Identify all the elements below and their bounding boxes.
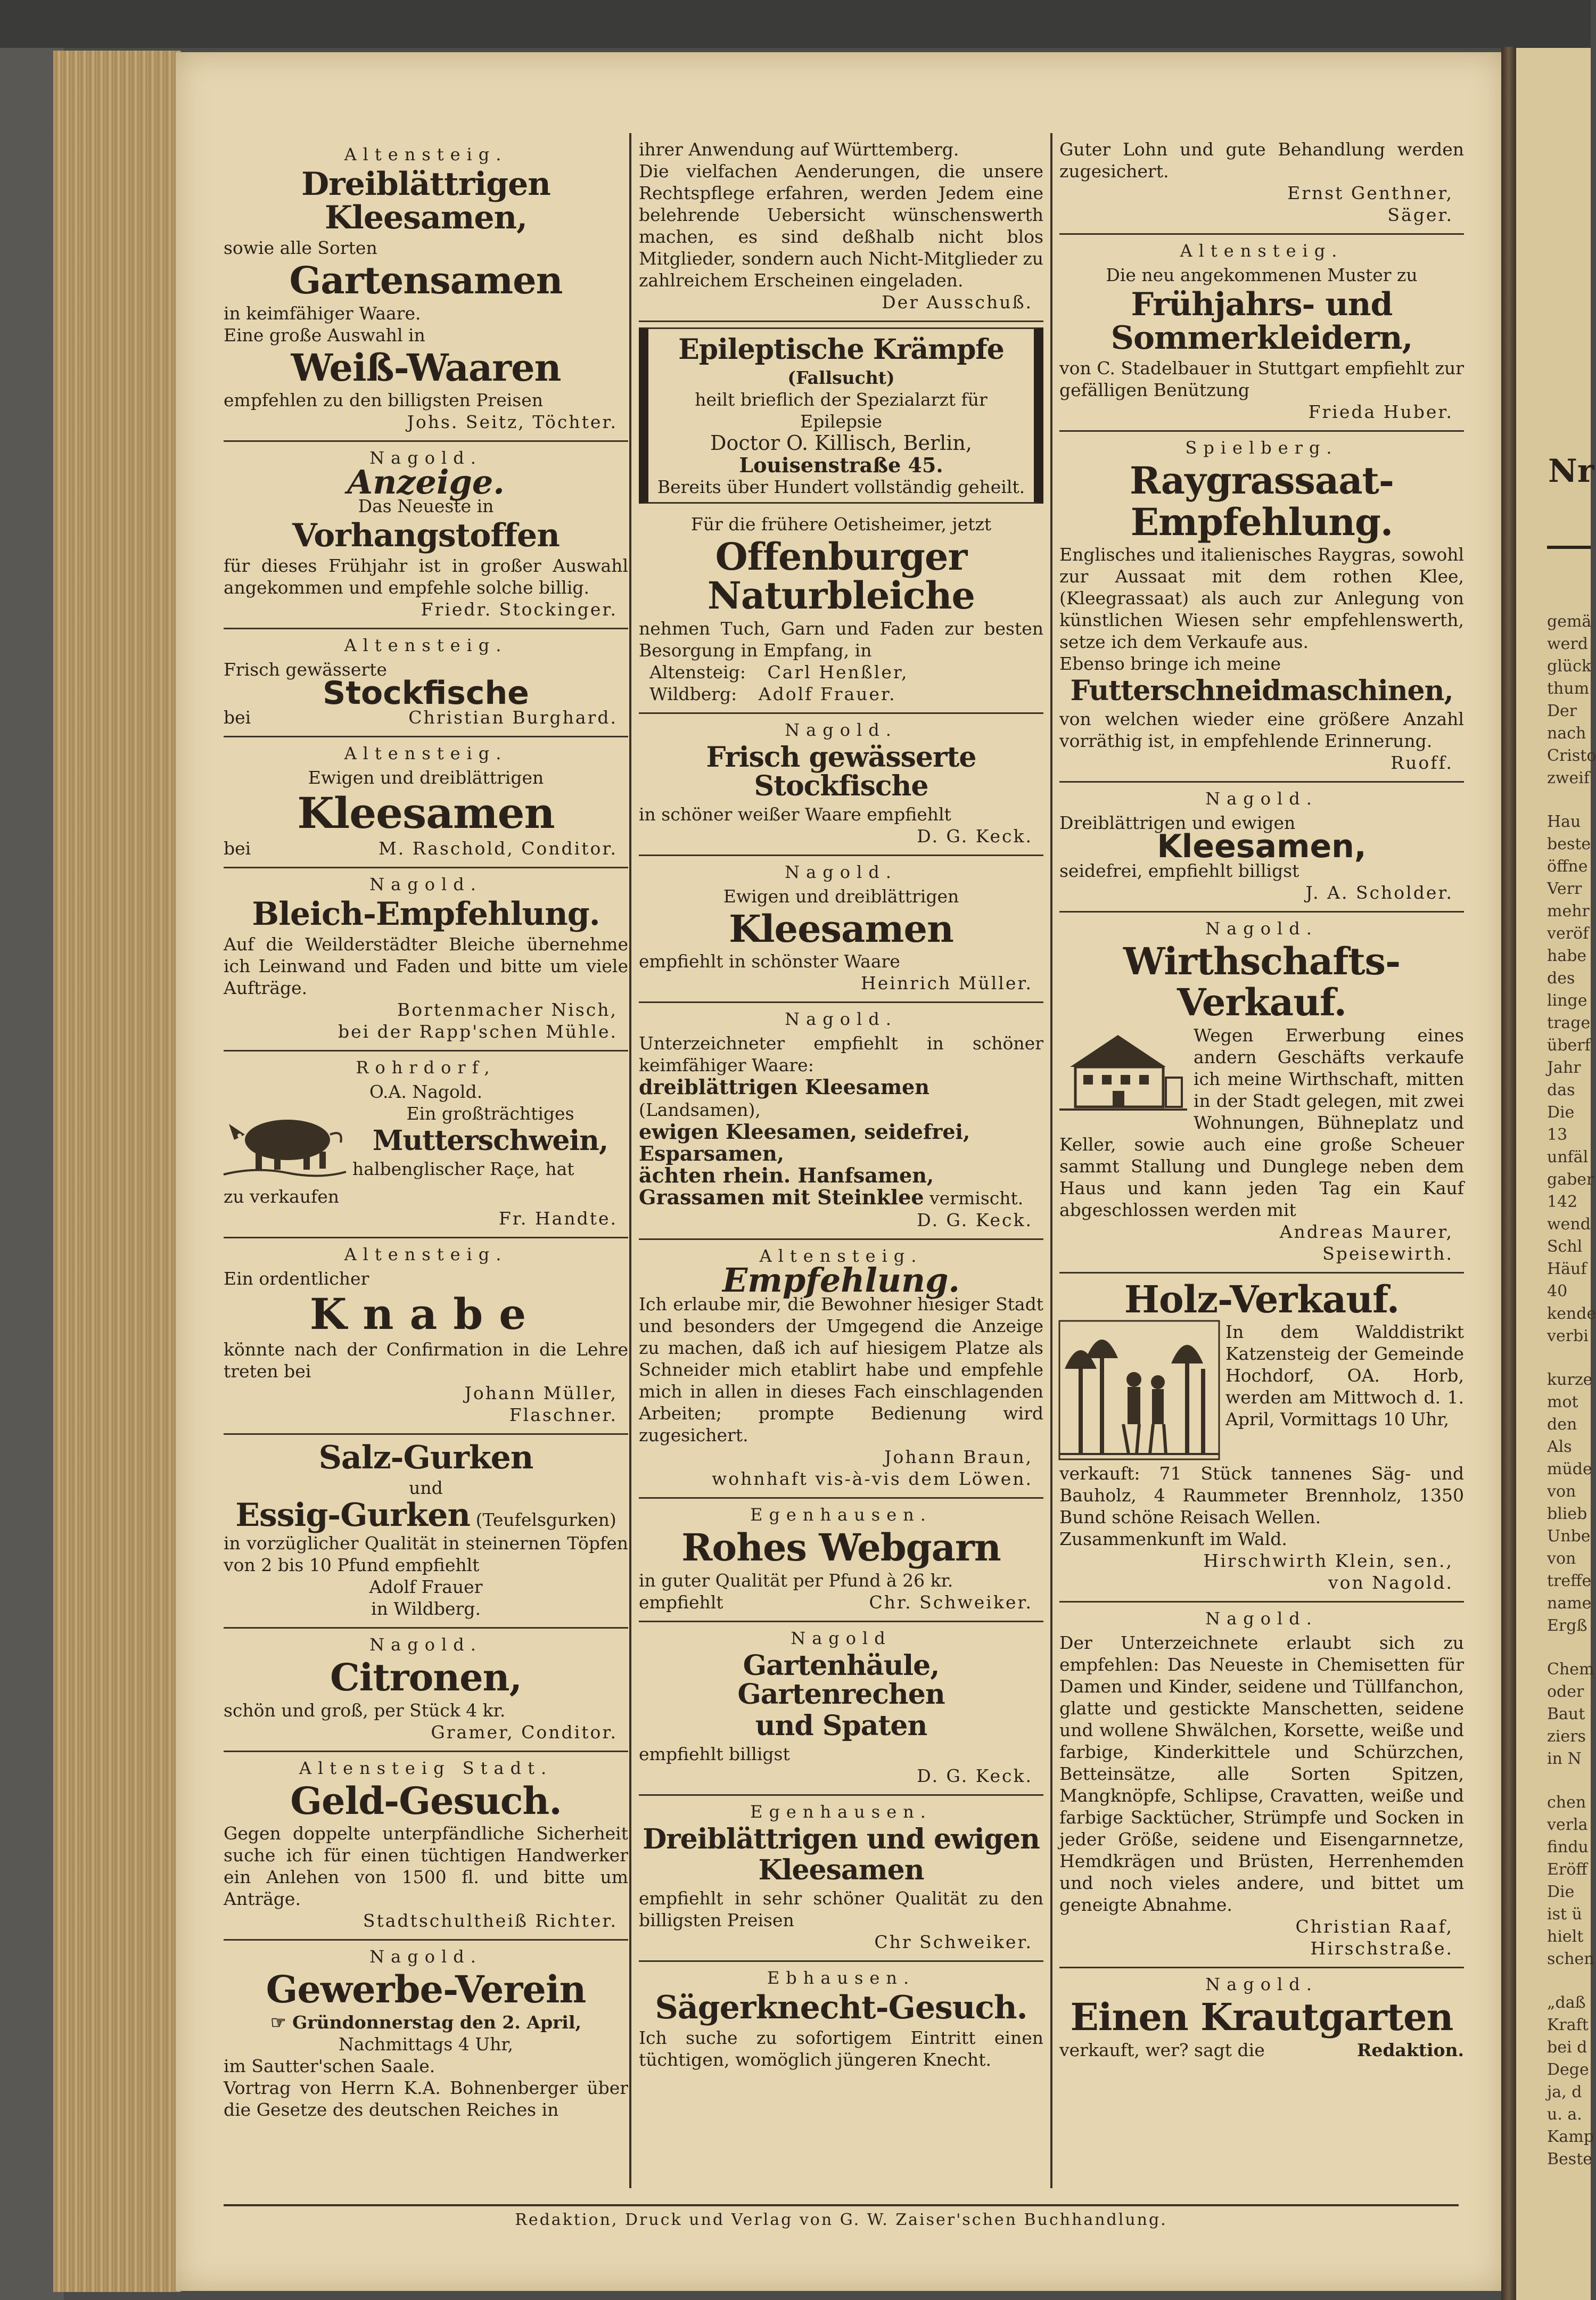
ad-location: Altensteig. xyxy=(344,1244,508,1264)
adjacent-page-line: treffe xyxy=(1547,1572,1592,1590)
ad-headline: Geld-Gesuch. xyxy=(290,1778,562,1823)
adjacent-page-line: öffne xyxy=(1547,857,1588,876)
ad-saegerknecht xyxy=(639,1962,1043,2071)
ad-text: könnte nach der Confirmation in die Lehre treten bei xyxy=(224,1339,628,1382)
adjacent-page-line: gaber xyxy=(1547,1170,1594,1189)
column-rule-1 xyxy=(629,133,631,2188)
ad-gewerbe-verein xyxy=(224,1941,628,2121)
adjacent-page-line: linge xyxy=(1547,991,1587,1010)
ad-location: Nagold. xyxy=(1205,1974,1318,1995)
adjacent-page-line: Ergß xyxy=(1547,1616,1587,1635)
adjacent-page-line: Verr xyxy=(1547,880,1582,898)
ad-headline: Salz-Gurken xyxy=(318,1439,533,1476)
ad-text: (Teufelsgurken) xyxy=(475,1509,616,1530)
ad-headline: Essig-Gurken xyxy=(235,1497,471,1534)
adjacent-page-line: Baut xyxy=(1547,1705,1585,1723)
ad-text: Für die frühere Oetisheimer, jetzt xyxy=(690,513,992,535)
adjacent-page-line: blieb xyxy=(1547,1505,1587,1523)
ad-huber xyxy=(1059,235,1464,432)
ad-text: in vorzüglicher Qualität in steinernen Töpfen von 2 bis 10 Pfund empfiehlt xyxy=(224,1533,628,1575)
ad-location: Nagold xyxy=(791,1628,892,1648)
ad-text: Gründonnerstag den 2. April, xyxy=(292,2011,581,2033)
ad-headline: Knabe xyxy=(309,1289,542,1339)
ad-location: Nagold. xyxy=(785,1009,898,1030)
ad-location: Altensteig. xyxy=(344,144,508,165)
ad-location: Egenhausen. xyxy=(750,1801,932,1822)
book-gutter xyxy=(1501,47,1516,2300)
ad-text: ihrer Anwendung auf Württemberg. xyxy=(639,139,959,160)
adjacent-page-line: Kamp xyxy=(1547,2128,1594,2146)
ad-genthner xyxy=(1059,138,1464,235)
ad-heinrich-mueller xyxy=(639,856,1043,1004)
ad-text: empfiehlt xyxy=(639,1591,723,1613)
ad-text: In dem Walddistrikt Katzensteig der Gemeinde Hochdorf, OA. Horb, werden am Mittwoch d. 1. April, Vormittags 10 Uhr, xyxy=(1225,1321,1464,1430)
ad-headline: Frisch gewässerte Stockfische xyxy=(706,741,976,803)
column-rule-2 xyxy=(1050,133,1052,2188)
ad-headline: Empfehlung. xyxy=(722,1261,960,1300)
ad-text: Ewigen und dreiblättrigen xyxy=(308,767,544,788)
adjacent-page-line: thum xyxy=(1547,679,1590,698)
ad-text: Der Unterzeichnete erlaubt sich zu empfehlen: Das Neueste in Chemisetten für Damen und Kinder, seidene und Tüllfanchon, glatte und gestickte Manschetten, seidene und wollene Shwälchen, Korsette, weiße und farbige, Kinderkittele und Schürzchen, Betteinsätze, alle Sorten Spitzen, Mangknöpfe, Schlipse, Cravatten, weiße und farbige Sacktücher, Strümpfe und Socken in jeder Größe, seidene und Eisengarnnetze, Hemdkrägen und Brüsten, Herrenhemden und noch vieles andere, und bittet um geneigte Abnahme. xyxy=(1059,1632,1464,1916)
ad-text: Vortrag von Herrn K.A. Bohnenberger über die Gesetze des deutschen Reiches in xyxy=(224,2077,628,2120)
ad-killisch xyxy=(639,327,1043,504)
ad-signature: Frieda Huber. xyxy=(1308,401,1453,422)
ad-headline: Wirthschafts- xyxy=(1123,939,1401,983)
ad-text: Ewigen und dreiblättrigen xyxy=(723,885,959,907)
ad-headline: Weiß-Waaren xyxy=(291,345,561,390)
ad-headline: Kleesamen, xyxy=(1157,827,1367,865)
ad-seitz xyxy=(224,138,628,442)
ad-mueller xyxy=(224,1238,628,1435)
adjacent-page-line: nach xyxy=(1547,724,1586,743)
adjacent-page-line: beste xyxy=(1547,835,1591,853)
ad-signature: Bortenmacher Nisch, xyxy=(397,999,618,1020)
ad-text: vermischt. xyxy=(929,1188,1024,1209)
ad-nisch xyxy=(224,868,628,1052)
ad-signature: Redaktion. xyxy=(1356,2039,1464,2060)
ad-text: Die neu angekommenen Muster zu xyxy=(1106,265,1418,285)
ad-headline: Dreiblättrigen Kleesamen, xyxy=(301,166,550,236)
ad-text: seidefrei, empfiehlt billigst xyxy=(1059,860,1299,881)
ad-address-row xyxy=(639,683,1043,705)
ad-signature: Gramer, Conditor. xyxy=(431,1721,618,1743)
ad-signature: Adolf Frauer xyxy=(369,1576,483,1597)
ad-text: Wegen Erwerbung eines andern Geschäfts verkaufe ich meine Wirthschaft, mitten in der Stadt gelegen, mit zwei Wohnungen, Bühneplatz und Keller, sowie auch eine große Scheuer sammt Stallung und Dunglege neben dem Haus und kann jeden Tag ein Kauf abgeschlossen werden mit xyxy=(1059,1024,1464,1220)
ad-text: Unterzeichneter empfiehlt in schöner keimfähiger Waare: xyxy=(639,1033,1043,1076)
ad-headline: und Spaten xyxy=(755,1709,927,1742)
ad-naturbleiche xyxy=(639,509,1043,714)
ad-signature-row xyxy=(1059,2039,1464,2061)
adjacent-page-line: Dege xyxy=(1547,2060,1589,2079)
ad-location: Nagold. xyxy=(785,719,898,740)
adjacent-page-line: Der xyxy=(1547,702,1577,720)
ad-text: Zusammenkunft im Wald. xyxy=(1059,1529,1287,1550)
adjacent-page-line: bei d xyxy=(1547,2038,1587,2057)
ad-signature: D. G. Keck. xyxy=(917,825,1033,847)
ad-text: Ebenso bringe ich meine xyxy=(1059,653,1281,674)
ad-headline: Kleesamen xyxy=(729,906,953,951)
ad-list-item: dreiblättrigen Kleesamen xyxy=(639,1075,929,1099)
adjacent-page-line: ziers xyxy=(1547,1727,1586,1746)
ad-location-2: O.A. Nagold. xyxy=(369,1081,483,1102)
ad-signature: von Nagold. xyxy=(1328,1572,1453,1593)
ad-address-row xyxy=(639,661,1043,683)
ad-maurer xyxy=(1059,913,1464,1274)
ad-signature: Christian Raaf, xyxy=(1295,1916,1453,1937)
ad-text: (Fallsucht) xyxy=(787,367,895,388)
ad-location: Ebhausen. xyxy=(767,1967,916,1988)
ad-text: Guter Lohn und gute Behandlung werden zugesichert. xyxy=(1059,139,1464,182)
pig-illustration xyxy=(224,1103,346,1182)
ad-signature: Christian Burghard. xyxy=(408,707,618,728)
column-3 xyxy=(1059,138,1464,2061)
ad-signature-row xyxy=(639,1591,1043,1613)
ad-location: Rohrdorf, xyxy=(356,1057,496,1078)
ad-text: Das Neueste in xyxy=(358,496,494,516)
ad-signature: Chr Schweiker. xyxy=(874,1931,1033,1952)
adjacent-page-line: Die xyxy=(1547,1103,1575,1122)
adjacent-page-line: kurze xyxy=(1547,1370,1593,1389)
ad-headline: Raygrassaat- xyxy=(1130,458,1394,503)
ad-list-item: Grassamen mit Steinklee xyxy=(639,1185,924,1210)
adjacent-page-line: zweif xyxy=(1547,769,1590,787)
ad-signature: Carl Henßler, xyxy=(767,661,909,683)
adjacent-page-line: Die xyxy=(1547,1883,1575,1901)
adjacent-page-line: name xyxy=(1547,1594,1592,1613)
house-illustration xyxy=(1059,1024,1187,1115)
adjacent-page-line: wend xyxy=(1547,1215,1591,1234)
adjacent-page-line: verla xyxy=(1547,1816,1588,1834)
ad-headline: Holz-Verkauf. xyxy=(1124,1277,1400,1321)
adjacent-page-line: habe xyxy=(1547,947,1587,965)
ad-list-row xyxy=(639,1076,1043,1121)
adjacent-page-line: „daß xyxy=(1547,1993,1586,2012)
adjacent-page-line: veröf xyxy=(1547,924,1589,943)
ad-signature: Der Ausschuß. xyxy=(882,292,1033,313)
ad-keck-stockfische xyxy=(639,714,1043,856)
ad-signature: Stadtschultheiß Richter. xyxy=(363,1910,618,1931)
ad-headline: Frühjahrs- und Sommerkleidern, xyxy=(1110,286,1413,357)
column-1 xyxy=(224,138,628,2121)
ad-headline: Offenburger Naturbleiche xyxy=(707,534,975,618)
adjacent-page-line: Unbe xyxy=(1547,1527,1591,1546)
ad-list-item: ewigen Kleesamen, seidefrei, xyxy=(639,1120,970,1144)
adjacent-page-line: mehr xyxy=(1547,902,1590,921)
adjacent-page-line: Häuf xyxy=(1547,1260,1587,1278)
pointing-hand-icon: ☞ xyxy=(270,2011,286,2033)
adjacent-page-line: werd xyxy=(1547,635,1588,653)
ad-signature: Heinrich Müller. xyxy=(861,973,1033,994)
ad-headline: Mutterschwein, xyxy=(372,1124,608,1157)
ad-text: für dieses Frühjahr ist in großer Auswahl angekommen und empfehle solche billig. xyxy=(224,555,628,598)
ad-location: Altensteig Stadt. xyxy=(299,1757,553,1778)
ad-location: Nagold. xyxy=(369,1946,482,1967)
ad-signature: Friedr. Stockinger. xyxy=(421,599,618,620)
ad-headline: Futterschneidmaschinen, xyxy=(1070,675,1453,707)
ad-text: von welchen wieder eine größere Anzahl vorräthig ist, in empfehlende Erinnerung. xyxy=(1059,708,1464,751)
ad-location: Egenhausen. xyxy=(750,1505,932,1525)
ad-location: Nagold. xyxy=(1205,1608,1318,1629)
ad-signature: Johs. Seitz, Töchter. xyxy=(407,412,618,432)
adjacent-page-line: das xyxy=(1547,1081,1575,1099)
ad-signature: Adolf Frauer. xyxy=(758,683,896,704)
ad-richter xyxy=(224,1752,628,1941)
adjacent-page-line: ist ü xyxy=(1547,1905,1582,1924)
ad-signature: Johann Braun, xyxy=(884,1447,1033,1468)
ad-signature-row xyxy=(224,707,628,728)
ad-text: sowie alle Sorten xyxy=(224,237,377,258)
ad-text: Ein großträchtiges xyxy=(406,1103,574,1124)
ad-headline: Rohes Webgarn xyxy=(681,1525,1001,1570)
ad-location: Spielberg. xyxy=(1185,438,1338,458)
adjacent-page-line: von xyxy=(1547,1482,1576,1501)
ad-signature: Ernst Genthner, xyxy=(1287,183,1453,203)
ad-list-item: ächten rhein. Hanfsamen, xyxy=(639,1163,934,1188)
ad-signature: Flaschner. xyxy=(509,1404,618,1425)
ad-text: bei xyxy=(224,838,251,859)
adjacent-page-line: 40 xyxy=(1547,1282,1568,1301)
ad-text: verkauft: 71 Stück tannenes Säg- und Bauholz, 4 Raummeter Brennholz, 1350 Bund schöne Reisach Wellen. xyxy=(1059,1463,1464,1528)
ad-text: Ein ordentlicher xyxy=(224,1268,369,1289)
ad-signature: wohnhaft vis-à-vis dem Löwen. xyxy=(712,1468,1033,1490)
ad-text: empfiehlt billigst xyxy=(639,1743,790,1764)
adjacent-page-line: überf xyxy=(1547,1036,1591,1055)
adjacent-page-heading: Nr xyxy=(1548,453,1594,490)
ad-ruoff xyxy=(1059,432,1464,783)
ad-text: empfiehlt in schönster Waare xyxy=(639,951,900,972)
ad-signature: Ruoff. xyxy=(1391,752,1453,773)
ad-headline: Vorhangstoffen xyxy=(292,517,560,554)
ad-text: (Landsamen), xyxy=(639,1099,761,1121)
ad-raaf xyxy=(1059,1603,1464,1968)
page-edges xyxy=(53,51,181,2292)
ad-headline: Louisenstraße 45. xyxy=(739,453,943,477)
ad-headline: Anzeige. xyxy=(347,463,505,502)
adjacent-page-line: Als xyxy=(1547,1438,1572,1456)
ad-text: heilt brieflich der Spezialarzt für Epilepsie xyxy=(695,389,988,432)
ad-headline: Bleich-Empfehlung. xyxy=(252,896,600,933)
adjacent-page-line: glück xyxy=(1547,657,1592,676)
ad-headline: Kleesamen xyxy=(297,788,555,838)
ad-signature: Hirschstraße. xyxy=(1310,1938,1453,1959)
adjacent-page-line: Kraft xyxy=(1547,2016,1589,2034)
adjacent-page-line: Beste xyxy=(1547,2150,1593,2168)
ad-text: Gegen doppelte unterpfändliche Sicherheit suche ich für einen tüchtigen Handwerker ein Anlehen von 1500 fl. und bitte um Anträge. xyxy=(224,1823,628,1909)
adjacent-page-line: des xyxy=(1547,969,1575,988)
ad-location: Nagold. xyxy=(785,861,898,882)
ad-text: halbenglischer Raçe, hat xyxy=(352,1158,574,1179)
adjacent-page-line: schen xyxy=(1547,1950,1594,1968)
adjacent-page-line: Jahr xyxy=(1547,1058,1581,1077)
ad-ausschuss xyxy=(639,138,1043,322)
ad-text: Wildberg: xyxy=(649,683,737,704)
ad-signature: Speisewirth. xyxy=(1322,1243,1453,1264)
ad-text: und xyxy=(409,1477,443,1498)
ad-raschold xyxy=(224,737,628,868)
imprint-footer: Redaktion, Druck und Verlag von G. W. Zaiser'schen Buchhandlung. xyxy=(224,2204,1459,2229)
ad-text: empfiehlt in sehr schöner Qualität zu den billigsten Preisen xyxy=(639,1887,1043,1931)
ad-location: Altensteig. xyxy=(344,743,508,763)
ad-list-item: Esparsamen, xyxy=(639,1141,784,1166)
adjacent-page-line: 13 xyxy=(1547,1126,1568,1144)
ad-signature: Chr. Schweiker. xyxy=(869,1591,1033,1613)
ad-schweiker-klee xyxy=(639,1796,1043,1962)
ad-text: empfehlen zu den billigsten Preisen xyxy=(224,390,544,410)
adjacent-page-line: müde xyxy=(1547,1460,1592,1478)
ad-text: im Sautter'schen Saale. xyxy=(224,2055,435,2076)
ad-location: Altensteig. xyxy=(344,635,508,655)
adjacent-page-line: 142 xyxy=(1547,1193,1578,1211)
adjacent-page-line: Eröff xyxy=(1547,1860,1587,1879)
adjacent-page-line: Schl xyxy=(1547,1237,1583,1256)
adjacent-page-line: den xyxy=(1547,1415,1577,1434)
adjacent-page-line: in N xyxy=(1547,1749,1582,1768)
adjacent-page-line: chen xyxy=(1547,1793,1586,1812)
forest-illustration xyxy=(1059,1321,1219,1459)
ad-text: in keimfähiger Waare. xyxy=(224,302,421,324)
ad-text: Die vielfachen Aenderungen, die unsere Rechtspflege erfahren, werden Jedem eine belehrende Uebersicht wünschenswerth machen, es sind deßhalb nicht blos Mitglieder, sondern auch Nicht-Mitglieder zu zahlreichem Erscheinen eingeladen. xyxy=(639,161,1043,291)
ad-signature: D. G. Keck. xyxy=(917,1210,1033,1231)
ad-text: zu verkaufen xyxy=(224,1186,339,1207)
ad-headline: Citronen, xyxy=(330,1655,522,1699)
ad-signature: D. G. Keck. xyxy=(917,1765,1033,1786)
ad-headline: Empfehlung. xyxy=(1130,499,1393,544)
ad-frauer xyxy=(224,1435,628,1629)
ad-text: in schöner weißer Waare empfiehlt xyxy=(639,803,951,825)
ad-handte xyxy=(224,1052,628,1238)
ad-text: Ich erlaube mir, die Bewohner hiesiger Stadt und besonders der Umgegend die Anzeige zu machen, daß ich auf hiesigem Platze als Schneider mich etablirt habe und empfehle mich in allen in dieses Fach einschlagenden Arbeiten; prompte Bedienung wird zugesichert. xyxy=(639,1294,1043,1446)
adjacent-page-line: hielt xyxy=(1547,1927,1584,1946)
adjacent-page-line: findu xyxy=(1547,1838,1589,1857)
ad-text: bei xyxy=(224,707,251,728)
ad-signature: in Wildberg. xyxy=(371,1598,481,1619)
ad-keck-garten xyxy=(639,1622,1043,1796)
adjacent-page-line: trage xyxy=(1547,1014,1591,1032)
ad-keck-samen xyxy=(639,1003,1043,1240)
ad-headline: Dreiblättrigen und ewigen xyxy=(643,1822,1040,1855)
ad-text: nehmen Tuch, Garn und Faden zur besten Besorgung in Empfang, in xyxy=(639,618,1043,661)
adjacent-page-line: Hau xyxy=(1547,812,1581,831)
adjacent-page-line: oder xyxy=(1547,1682,1584,1701)
ad-text: verkauft, wer? sagt die xyxy=(1059,2039,1265,2060)
adjacent-page-line: u. a. xyxy=(1547,2105,1582,2124)
ad-headline: Gartensamen xyxy=(289,258,563,302)
ad-headline: Doctor O. Killisch, Berlin, xyxy=(710,431,972,455)
ad-signature: Andreas Maurer, xyxy=(1279,1221,1453,1242)
ad-headline: Epileptische Krämpfe xyxy=(678,333,1004,366)
ad-text: Altensteig: xyxy=(649,661,746,683)
ad-stockinger xyxy=(224,442,628,629)
ad-location: Altensteig. xyxy=(759,1246,923,1267)
ad-signature: Johann Müller, xyxy=(464,1383,618,1403)
ad-location: Nagold. xyxy=(1205,788,1318,809)
ad-headline: Gewerbe-Verein xyxy=(266,1967,586,2011)
adjacent-page-line: gemä xyxy=(1547,612,1592,631)
ad-text: Ich suche zu sofortigem Eintritt einen tüchtigen, womöglich jüngeren Knecht. xyxy=(639,2027,1043,2070)
ad-location: Nagold. xyxy=(369,874,482,894)
ad-klein xyxy=(1059,1274,1464,1603)
ad-text: Nachmittags 4 Uhr, xyxy=(338,2033,514,2055)
ad-text-row xyxy=(224,2011,628,2033)
ad-signature: J. A. Scholder. xyxy=(1305,882,1453,903)
adjacent-page-rule xyxy=(1547,546,1591,549)
adjacent-page-line: von xyxy=(1547,1549,1576,1568)
ad-braun xyxy=(639,1240,1043,1499)
ad-text: Auf die Weilderstädter Bleiche übernehme ich Leinwand und Faden und bitte um viele Aufträge. xyxy=(224,934,628,998)
ad-gramer xyxy=(224,1629,628,1752)
ad-text: in guter Qualität per Pfund à 26 kr. xyxy=(639,1570,953,1591)
ad-schweiker-webgarn xyxy=(639,1499,1043,1622)
ad-headline: Einen Krautgarten xyxy=(1070,1995,1453,2040)
ad-headline: Kleesamen xyxy=(758,1854,924,1887)
ad-list-row xyxy=(639,1186,1043,1209)
ad-signature: Hirschwirth Klein, sen., xyxy=(1203,1550,1453,1572)
ad-headline: Stockfische xyxy=(323,675,529,712)
ad-scholder xyxy=(1059,783,1464,913)
adjacent-page-line: unfäl xyxy=(1547,1148,1589,1167)
ad-location: Nagold. xyxy=(369,448,482,468)
ad-burghard xyxy=(224,629,628,737)
adjacent-page-line: ja, d xyxy=(1547,2083,1582,2101)
ad-location: Nagold. xyxy=(369,1634,482,1655)
adjacent-page-strip xyxy=(1516,48,1596,2300)
ad-krautgarten xyxy=(1059,1968,1464,2061)
scanner-top-bar xyxy=(0,0,1591,48)
ad-location: Altensteig. xyxy=(1180,241,1344,261)
ad-text: Bereits über Hundert vollständig geheilt. xyxy=(657,476,1025,497)
ad-signature: Fr. Handte. xyxy=(498,1208,618,1229)
ad-text: von C. Stadelbauer in Stuttgart empfiehlt zur gefälligen Benützung xyxy=(1059,358,1464,400)
ad-text: Eine große Auswahl in xyxy=(224,324,425,346)
adjacent-page-line: kende xyxy=(1547,1304,1596,1323)
adjacent-page-line: Cristo xyxy=(1547,746,1596,765)
column-2 xyxy=(639,138,1043,2071)
adjacent-page-line: Chem xyxy=(1547,1660,1594,1679)
ad-text: Englisches und italienisches Raygras, sowohl zur Aussaat mit dem rothen Klee, (Kleegrassaat) als auch zur Anlegung von künstlichen Wiesen sehr empfehlenswerth, setze ich dem Verkaufe aus. xyxy=(1059,544,1465,652)
ad-headline: Gartenhäule, Gartenrechen xyxy=(737,1649,945,1711)
ad-signature: bei der Rapp'schen Mühle. xyxy=(338,1021,618,1042)
adjacent-page-line: mot xyxy=(1547,1393,1578,1411)
ad-signature-row xyxy=(224,837,628,859)
adjacent-page-line: verbi xyxy=(1547,1327,1589,1345)
ad-signature: Säger. xyxy=(1387,204,1453,225)
ad-signature: M. Raschold, Conditor. xyxy=(378,838,618,859)
ad-headline: Sägerknecht-Gesuch. xyxy=(655,1989,1027,2026)
ad-text: Frisch gewässerte xyxy=(224,659,387,680)
ad-headline-row xyxy=(224,1499,628,1532)
ad-text: schön und groß, per Stück 4 kr. xyxy=(224,1699,506,1721)
ad-headline: Verkauf. xyxy=(1177,980,1347,1025)
ad-location: Nagold. xyxy=(1205,918,1318,939)
ad-text: Dreiblättrigen und ewigen xyxy=(1059,812,1296,833)
